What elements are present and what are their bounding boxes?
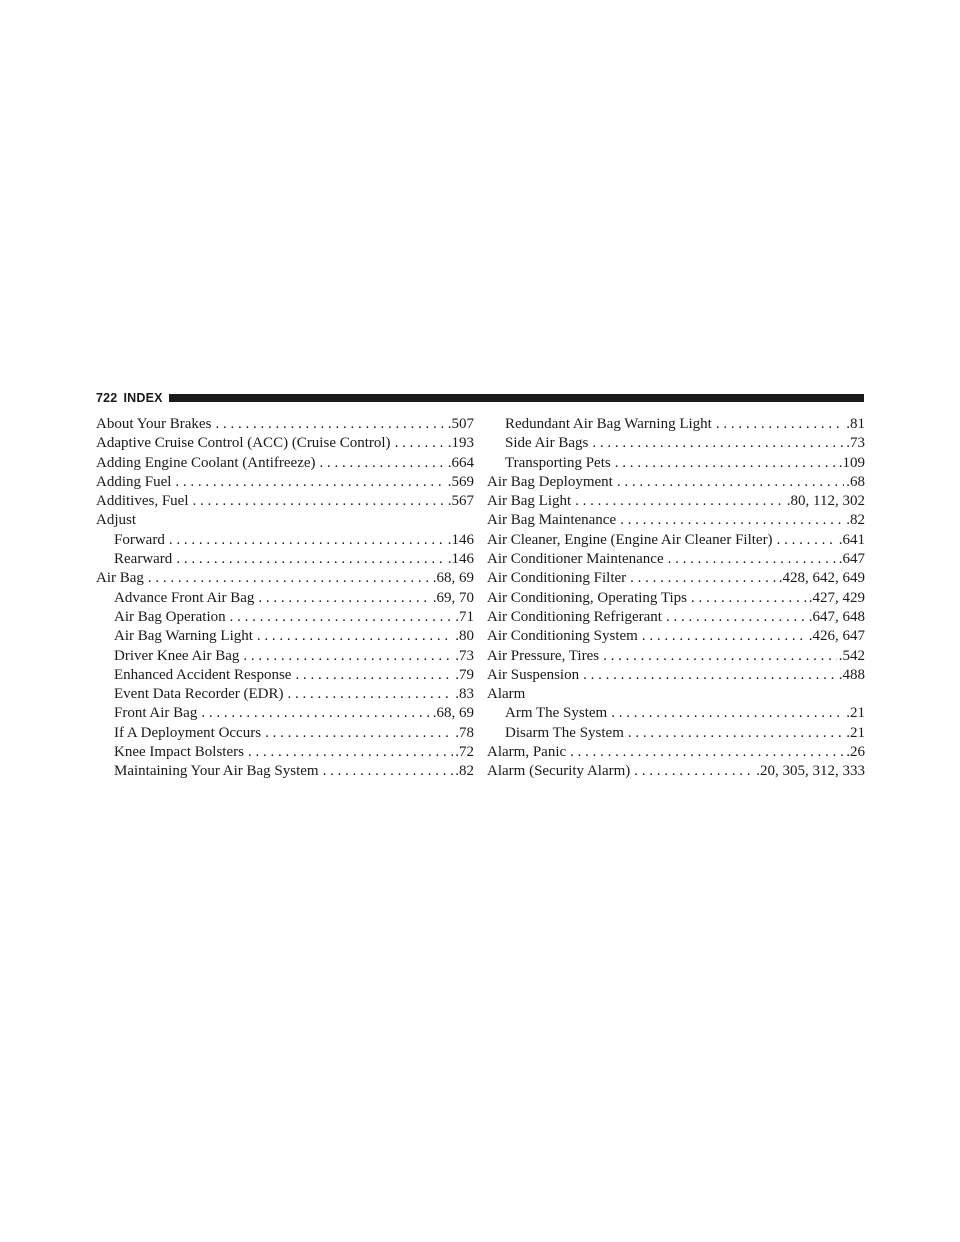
index-entry [487,511,865,530]
page-reference: .427, 429 [808,589,865,606]
index-subentry [96,608,474,627]
page-number: 722 [96,391,118,405]
index-entry [96,434,474,453]
page-reference: .80, 112, 302 [786,493,865,510]
leader-dots [395,434,446,453]
page-reference: .80 [455,628,474,645]
leader-dots [265,724,453,743]
page-reference: .73 [846,435,865,452]
page-reference: .146 [447,551,474,568]
index-subentry [96,550,474,569]
index-entry [487,627,865,646]
leader-dots [634,762,754,781]
leader-dots [611,704,844,723]
index-subentry [96,704,474,723]
leader-dots [592,434,844,453]
index-term: Air Conditioning Refrigerant [487,608,662,625]
leader-dots [583,666,837,685]
index-entry [487,589,865,608]
index-subentry [96,685,474,704]
page-reference: .72 [455,744,474,761]
index-subentry [96,589,474,608]
index-term: Enhanced Accident Response [114,666,292,683]
page-reference: .73 [455,647,474,664]
leader-dots [148,569,431,588]
index-term: Additives, Fuel [96,493,189,510]
page-reference: .83 [455,686,474,703]
index-term: Transporting Pets [505,454,611,471]
leader-dots [615,454,837,473]
page-header [96,390,864,406]
header-label [96,391,163,405]
page-reference: .647, 648 [808,608,865,625]
index-entry [96,569,474,588]
index-term: Air Suspension [487,666,580,683]
leader-dots [575,492,785,511]
leader-dots [716,415,844,434]
leader-dots [248,743,453,762]
index-entry [96,415,474,434]
page-reference: .426, 647 [808,628,865,645]
index-term: About Your Brakes [96,416,212,432]
index-term: Air Bag [96,570,144,587]
index-term: Air Bag Maintenance [487,512,617,529]
page-reference: .69, 70 [432,589,474,606]
index-term: Forward [114,531,165,548]
index-subentry [96,627,474,646]
index-entry [487,531,865,550]
index-term: Adjust [96,512,137,529]
leader-dots [617,473,844,492]
page-reference: .542 [838,647,865,664]
leader-dots [258,589,430,608]
index-term: Air Cleaner, Engine (Engine Air Cleaner Filter) [487,531,773,548]
index-term: Adding Fuel [96,473,172,490]
index-entry [487,473,865,492]
index-term: Air Bag Operation [114,608,226,625]
page-reference: .569 [447,473,474,490]
index-subentry [487,415,865,434]
index-term: Air Conditioning System [487,628,638,645]
leader-dots [201,704,430,723]
index-subentry [487,434,865,453]
page-reference: .428, 642, 649 [778,570,865,587]
index-term: Air Pressure, Tires [487,647,600,664]
index-term: Arm The System [505,705,608,722]
index-entry [96,473,474,492]
index-term: Event Data Recorder (EDR) [114,686,284,703]
page-reference: .20, 305, 312, 333 [756,763,865,780]
index-entry [96,511,474,530]
index-column-right [487,415,865,782]
index-term: Alarm (Security Alarm) [487,763,631,780]
page-reference: .21 [846,724,865,741]
leader-dots [193,492,446,511]
index-entry [487,550,865,569]
index-term: Alarm [487,686,526,703]
page-reference: .109 [838,454,865,471]
leader-dots [295,666,453,685]
leader-dots [777,531,837,550]
index-subentry [487,454,865,473]
index-term: Advance Front Air Bag [114,589,255,606]
index-subentry [96,647,474,666]
index-term: Disarm The System [505,724,624,741]
leader-dots [642,627,807,646]
index-entry [487,743,865,762]
index-term: Alarm, Panic [487,744,567,761]
page-reference: .81 [846,416,865,432]
leader-dots [668,550,837,569]
leader-dots [666,608,807,627]
index-subentry [96,531,474,550]
index-entry [487,608,865,627]
index-entry [487,647,865,666]
leader-dots [243,647,453,666]
leader-dots [176,550,445,569]
index-term: Driver Knee Air Bag [114,647,240,664]
page-reference: .82 [455,763,474,780]
index-term: Redundant Air Bag Warning Light [505,416,712,432]
page-reference: .488 [838,666,865,683]
leader-dots [323,762,454,781]
leader-dots [257,627,453,646]
page-reference: .26 [846,744,865,761]
leader-dots [691,589,807,608]
leader-dots [175,473,445,492]
page-reference: .507 [447,416,474,432]
index-term: Air Bag Light [487,493,572,510]
index-column-left [96,415,474,782]
leader-dots [215,415,445,434]
section-title: INDEX [123,391,163,405]
index-entry [96,454,474,473]
leader-dots [169,531,446,550]
index-term: Air Bag Warning Light [114,628,253,645]
index-term: Rearward [114,551,173,568]
page-reference: .68 [846,473,865,490]
header-rule [169,394,864,402]
leader-dots [630,569,777,588]
index-subentry [487,704,865,723]
index-subentry [96,724,474,743]
index-entry [96,492,474,511]
index-entry [487,762,865,781]
page-reference: .78 [455,724,474,741]
page-reference: .68, 69 [432,705,474,722]
index-term: Adaptive Cruise Control (ACC) (Cruise Control) [96,435,391,452]
page-reference: .664 [447,454,474,471]
page-reference: .21 [846,705,865,722]
leader-dots [320,454,446,473]
index-term: Maintaining Your Air Bag System [114,763,319,780]
index-term: Front Air Bag [114,705,198,722]
page-reference: .71 [455,608,474,625]
index-term: Knee Impact Bolsters [114,744,244,761]
page-reference: .641 [838,531,865,548]
leader-dots [230,608,454,627]
page-reference: .647 [838,551,865,568]
index-subentry [487,724,865,743]
index-term: If A Deployment Occurs [114,724,262,741]
page-reference: .68, 69 [432,570,474,587]
page-reference: .79 [455,666,474,683]
leader-dots [288,685,454,704]
leader-dots [628,724,844,743]
leader-dots [570,743,844,762]
index-term: Air Conditioning Filter [487,570,627,587]
index-entry [487,685,865,704]
index-subentry [96,743,474,762]
index-term: Air Conditioner Maintenance [487,551,664,568]
index-term: Air Bag Deployment [487,473,613,490]
page-reference: .146 [447,531,474,548]
page-reference: .567 [447,493,474,510]
leader-dots [620,511,844,530]
index-term: Side Air Bags [505,435,589,452]
page-reference: .82 [846,512,865,529]
page-reference: .193 [447,435,474,452]
leader-dots [603,647,837,666]
index-term: Adding Engine Coolant (Antifreeze) [96,454,316,471]
index-entry [487,492,865,511]
index-term: Air Conditioning, Operating Tips [487,589,688,606]
index-subentry [96,762,474,781]
index-entry [487,569,865,588]
index-entry [487,666,865,685]
index-subentry [96,666,474,685]
